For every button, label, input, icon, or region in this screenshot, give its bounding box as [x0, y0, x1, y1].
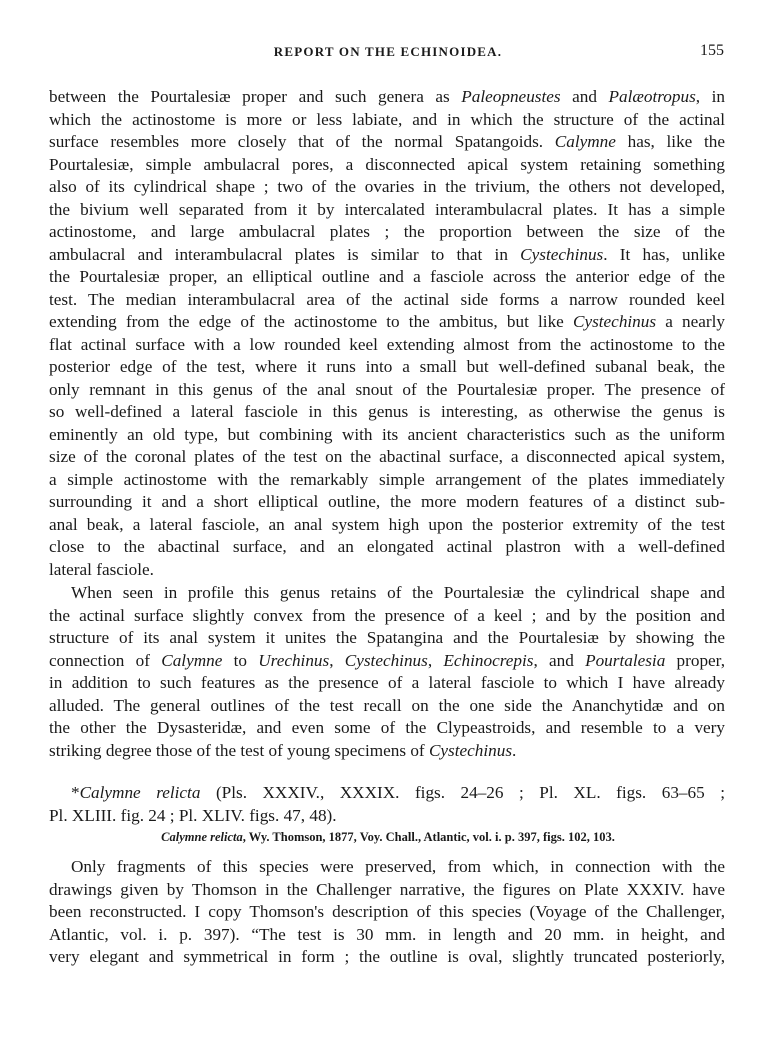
text-line: actinostome, and large ambulacral plates ; the proportion between the size of the	[49, 222, 725, 241]
text-line: eminently an old type, but combining with its ancient characteristics such as the uniform	[49, 424, 725, 444]
text-line: connection of Calymne to Urechinus, Cystechinus, Echinocrepis, and Pourtalesia proper,	[49, 650, 726, 670]
text-line: surface resembles more closely that of the normal Spatangoids. Calymne has, like the	[49, 132, 726, 151]
text-line: structure of its anal system it unites the Spatangina and the Pourtalesiæ by showing the	[49, 628, 725, 647]
text-line: extending from the edge of the actinostome to the ambitus, but like Cystechinus a nearly	[49, 312, 725, 331]
text-line: ambulacral and interambulacral plates is similar to that in Cystechinus. It has, unlike	[49, 244, 725, 264]
text-line: Only fragments of this species were preserved, from which, in connection with the	[71, 857, 725, 876]
text-line: posterior edge of the test, where it runs into a small but well-defined subanal beak, the	[49, 357, 725, 376]
text-line: very elegant and symmetrical in form ; the outline is oval, slightly truncated posteriorly,	[49, 947, 725, 966]
text-line: test. The median interambulacral area of the actinal side forms a narrow rounded keel	[49, 289, 725, 309]
text-line: Pourtalesiæ, simple ambulacral pores, a disconnected apical system retaining something	[49, 154, 725, 174]
text-line: been reconstructed. I copy Thomson's description of this species (Voyage of the Challenger,	[49, 902, 725, 921]
text-line: the bivium well separated from it by intercalated interambulacral plates. It has a simple	[49, 199, 725, 219]
text-line: anal beak, a lateral fasciole, an anal system high upon the posterior extremity of the test	[49, 514, 725, 534]
text-line: striking degree those of the test of young specimens of Cystechinus.	[49, 740, 517, 760]
text-line: a simple actinostome with the remarkably simple arrangement of the plates immediately	[49, 469, 725, 489]
text-line: between the Pourtalesiæ proper and such genera as Paleopneustes and Palæotropus, in	[49, 87, 725, 106]
text-line: surrounding it and a short elliptical outline, the more modern features of a distinct sub-	[49, 492, 725, 511]
text-line: Atlantic, vol. i. p. 397). “The test is 30 mm. in length and 20 mm. in height, and	[49, 924, 725, 944]
text-line: also of its cylindrical shape ; two of the ovaries in the trivium, the others not developed,	[49, 177, 725, 196]
text-line: size of the coronal plates of the test on the abactinal surface, a disconnected apical system,	[49, 447, 725, 466]
text-line: alluded. The general outlines of the test recall on the one side the Ananchytidæ and on	[49, 695, 725, 715]
text-line: the other the Dysasteridæ, and even some of the Clypeastroids, and resemble to a very	[49, 718, 725, 737]
text-line: in addition to such features as the presence of a lateral fasciole to which I have already	[49, 673, 725, 692]
page-number: 155	[700, 42, 724, 59]
running-header	[0, 44, 776, 64]
text-line: close to the abactinal surface, and an elongated actinal plastron with a well-defined	[49, 537, 725, 556]
text-line: When seen in profile this genus retains of the Pourtalesiæ the cylindrical shape and	[71, 583, 725, 602]
text-line: so well-defined a lateral fasciole in this genus is interesting, as otherwise the genus is	[49, 402, 725, 421]
text-line: which the actinostome is more or less labiate, and in which the structure of the actinal	[49, 109, 725, 129]
species-heading-line: Pl. XLIII. fig. 24 ; Pl. XLIV. figs. 47, 48).	[49, 806, 337, 825]
text-line: lateral fasciole.	[49, 559, 154, 579]
text-line: only remnant in this genus of the anal snout of the Pourtalesiæ proper. The presence of	[49, 379, 725, 399]
text-line: drawings given by Thomson in the Challenger narrative, the figures on Plate XXXIV. have	[49, 879, 725, 899]
synonymy-citation: Calymne relicta, Wy. Thomson, 1877, Voy. Chall., Atlantic, vol. i. p. 397, figs. 102, 103.	[161, 830, 615, 844]
species-heading-line: *Calymne relicta (Pls. XXXIV., XXXIX. figs. 24–26 ; Pl. XL. figs. 63–65 ;	[71, 783, 725, 802]
text-line: flat actinal surface with a low rounded keel extending almost from the actinostome to the	[49, 334, 725, 354]
text-line: the Pourtalesiæ proper, an elliptical outline and a fasciole across the anterior edge of the	[49, 267, 725, 286]
text-line: the actinal surface slightly convex from the presence of a keel ; and by the position and	[49, 605, 725, 625]
running-title: REPORT ON THE ECHINOIDEA.	[273, 44, 503, 59]
